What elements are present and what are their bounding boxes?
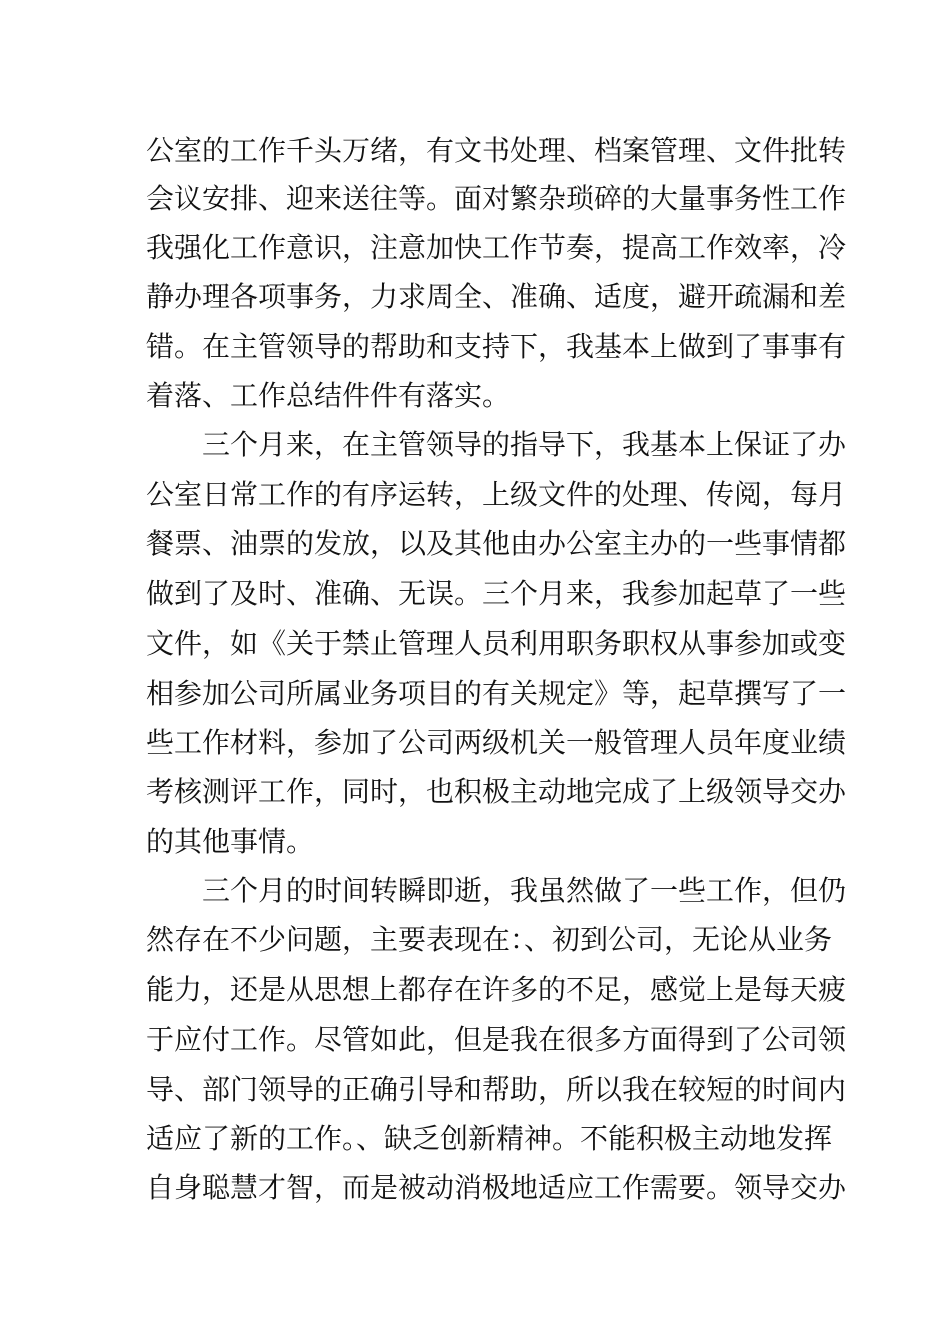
paragraph-first-line: 三个月的时间转瞬即逝，我虽然做了一些工作，但仍 (202, 874, 847, 907)
text-line: 适应了新的工作。、缺乏创新精神。不能积极主动地发挥 (146, 1122, 833, 1155)
text-line: 着落、工作总结件件有落实。 (146, 379, 511, 412)
text-line: 自身聪慧才智，而是被动消极地适应工作需要。领导交办 (146, 1171, 847, 1204)
text-line: 我强化工作意识，注意加快工作节奏，提高工作效率，冷 (146, 231, 847, 264)
text-line: 文件，如《关于禁止管理人员利用职务职权从事参加或变 (146, 627, 847, 660)
text-line: 做到了及时、准确、无误。三个月来，我参加起草了一些 (146, 577, 847, 610)
text-line: 能力，还是从思想上都存在许多的不足，感觉上是每天疲 (146, 973, 847, 1006)
text-line: 导、部门领导的正确引导和帮助，所以我在较短的时间内 (146, 1073, 847, 1106)
text-line: 会议安排、迎来送往等。面对繁杂琐碎的大量事务性工作 (146, 182, 847, 215)
text-line: 错。在主管领导的帮助和支持下，我基本上做到了事事有 (146, 330, 847, 363)
text-line: 公室日常工作的有序运转，上级文件的处理、传阅，每月 (146, 478, 847, 511)
text-line: 餐票、油票的发放，以及其他由办公室主办的一些事情都 (146, 527, 847, 560)
text-line: 相参加公司所属业务项目的有关规定》等，起草撰写了一 (146, 677, 847, 710)
text-line: 些工作材料，参加了公司两级机关一般管理人员年度业绩 (146, 726, 847, 759)
text-line: 于应付工作。尽管如此，但是我在很多方面得到了公司领 (146, 1023, 847, 1056)
text-line: 考核测评工作，同时，也积极主动地完成了上级领导交办 (146, 775, 847, 808)
text-line: 公室的工作千头万绪，有文书处理、档案管理、文件批转 (146, 134, 847, 167)
paragraph-first-line: 三个月来，在主管领导的指导下，我基本上保证了办 (202, 428, 847, 461)
text-line: 的其他事情。 (146, 825, 315, 858)
text-line: 静办理各项事务，力求周全、准确、适度，避开疏漏和差 (146, 280, 847, 313)
text-line: 然存在不少问题，主要表现在：、初到公司，无论从业务 (146, 923, 833, 956)
